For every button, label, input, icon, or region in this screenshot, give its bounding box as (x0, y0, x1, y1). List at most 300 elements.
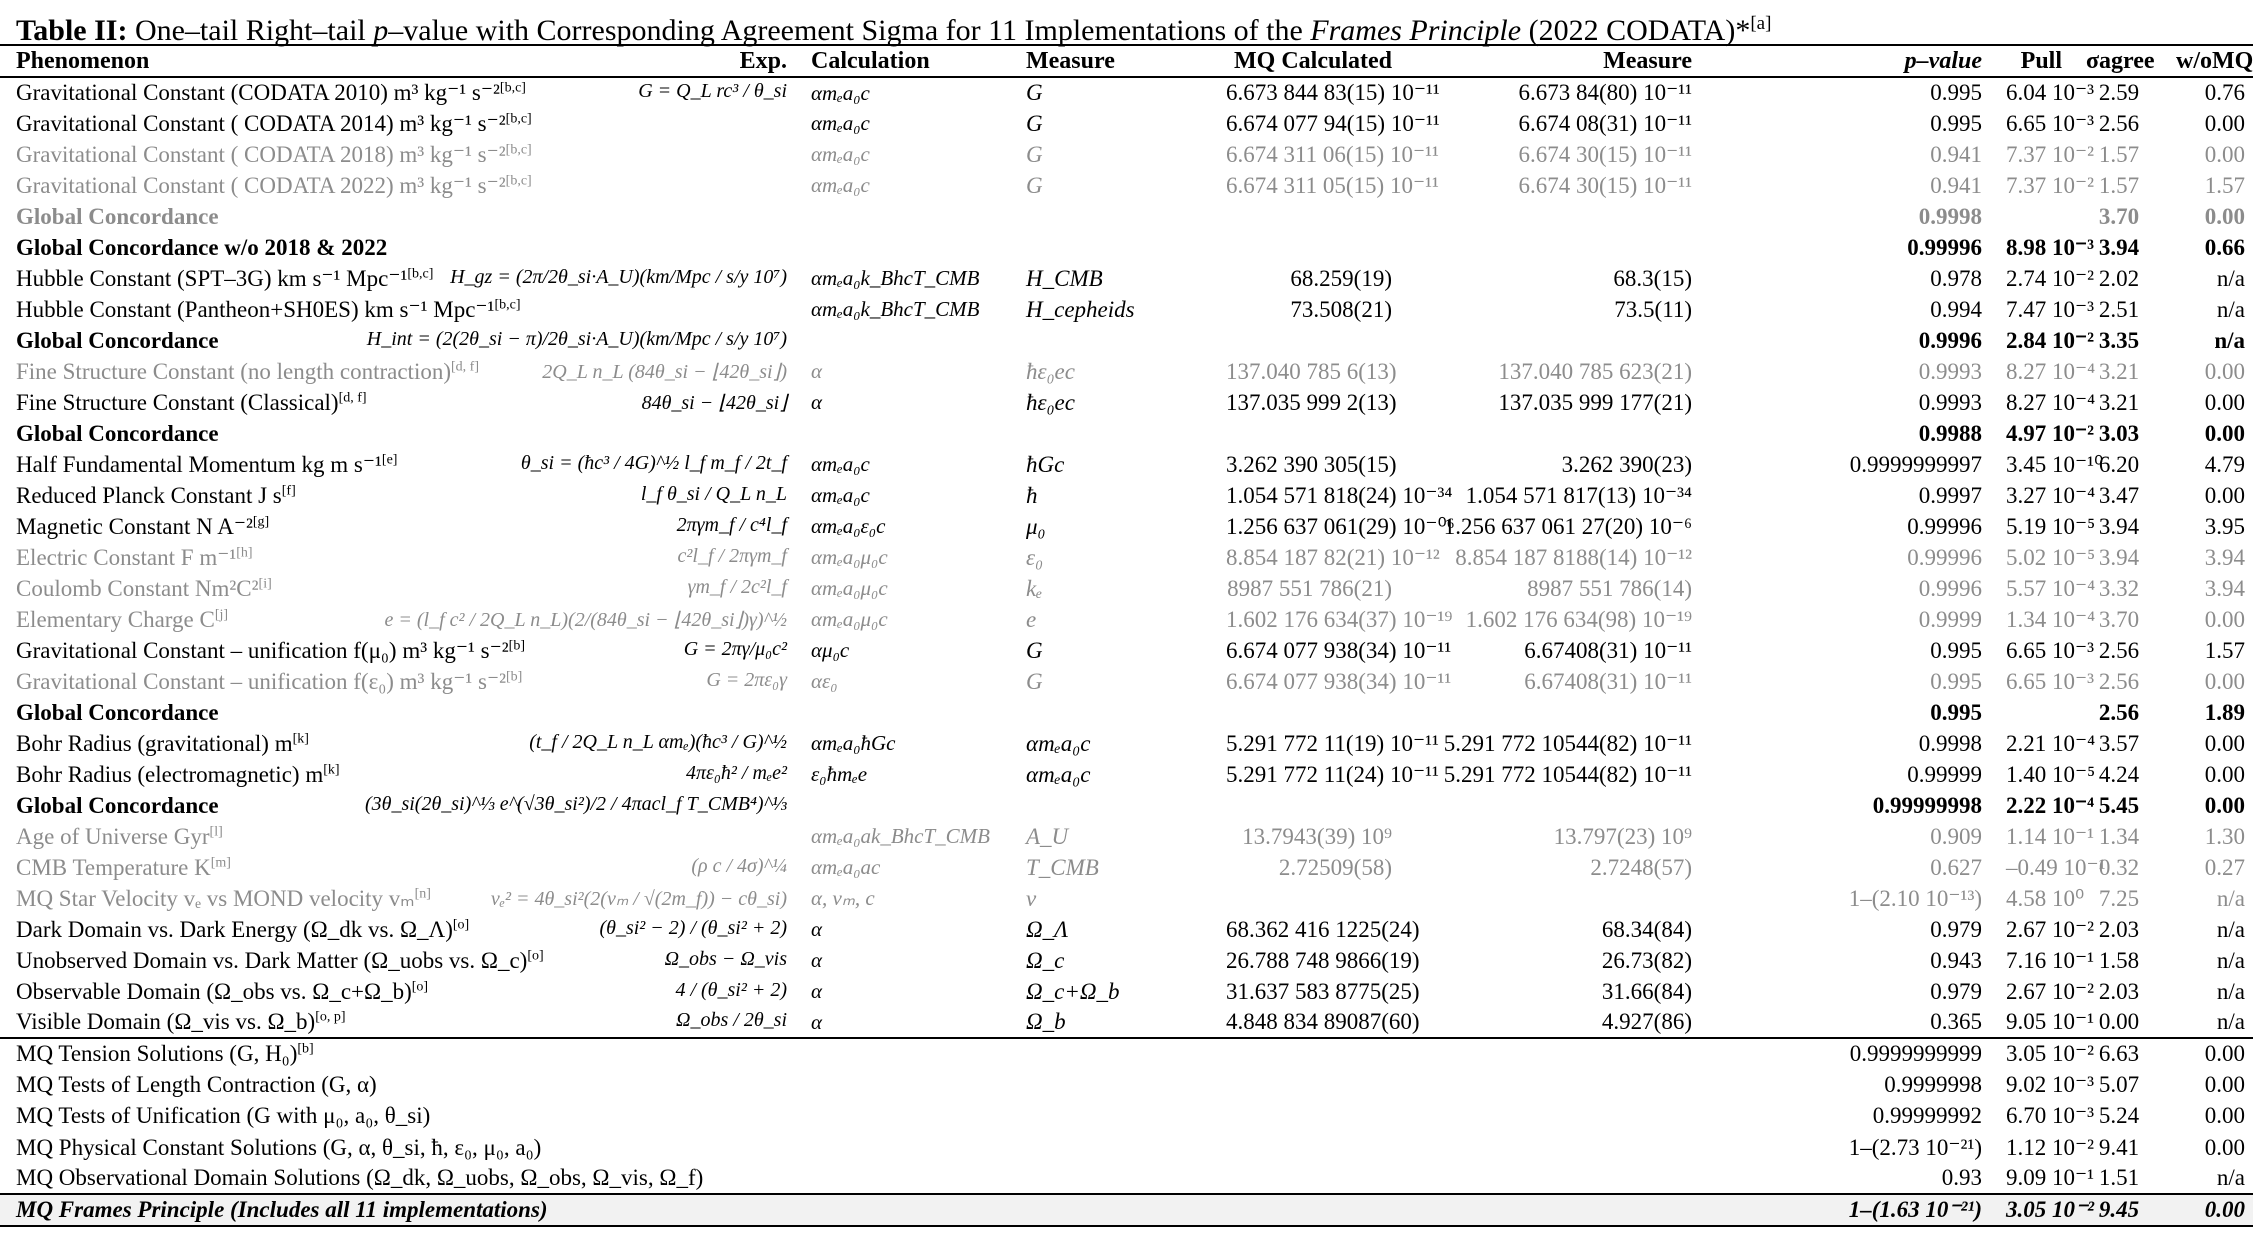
phenomenon-cell (0, 294, 795, 325)
mq-calculated-cell: 73.508(21) (1290, 296, 1392, 322)
reference-note: [k] (323, 761, 340, 777)
measured-value-cell (1400, 418, 1700, 449)
measured-value-cell (1400, 325, 1700, 356)
phenomenon-cell (0, 573, 795, 604)
table-row (0, 976, 2253, 1007)
summary-label: MQ Tension Solutions (G, H₀) (16, 1041, 298, 1067)
summary-label: MQ Frames Principle (Includes all 11 implementations) (16, 1197, 548, 1223)
caption-title-italic: Frames Principle (1310, 14, 1522, 47)
womq-cell: 0.00 (2204, 203, 2245, 229)
summary-label: MQ Physical Constant Solutions (G, α, θ_si, ħ, ε₀, μ₀, a₀) (16, 1134, 542, 1160)
phenomenon-cell (0, 325, 795, 356)
expression: 4πε₀ħ² / mₑe² (686, 761, 787, 784)
phenomenon-label: Bohr Radius (gravitational) m (16, 730, 293, 756)
pull-cell: 3.45 10⁻¹⁰ (2006, 451, 2104, 477)
measured-value-cell: 1.054 571 817(13) 10⁻³⁴ (1465, 482, 1692, 508)
measure-symbol-cell (1010, 325, 1210, 356)
sigma-cell: 1.34 (2098, 823, 2140, 849)
measured-value-cell: 4.927(86) (1601, 1009, 1692, 1034)
summary-pvalue-cell: 0.9999999999 (1849, 1041, 1982, 1067)
phenomenon-cell (0, 945, 795, 976)
expression: G = 2πγ/μ₀c² (683, 637, 787, 660)
phenomenon-label: Global Concordance (16, 327, 219, 353)
measure-symbol-cell (1010, 232, 1210, 263)
table-row (0, 914, 2253, 945)
expression: (3θ_si(2θ_si)^⅓ e^(√3θ_si²)/2 / 4πacl_f T_CMB⁴)^⅓ (364, 792, 787, 815)
sigma-cell: 3.94 (2098, 544, 2140, 570)
phenomenon-cell (0, 883, 795, 914)
mq-calculated-cell (1210, 883, 1400, 914)
mq-calculated-cell: 6.674 311 05(15) 10⁻¹¹ (1226, 172, 1439, 198)
pull-cell: 4.97 10⁻² (2006, 420, 2095, 446)
phenomenon-label: Gravitational Constant ( CODATA 2018) m³ kg⁻¹ s⁻² (16, 141, 506, 167)
reference-note: [o] (411, 978, 429, 994)
calculation-cell: α (811, 917, 823, 941)
mq-calculated-cell: 137.035 999 2(13) (1226, 389, 1397, 415)
womq-cell: 0.00 (2204, 606, 2245, 632)
table-row (0, 418, 2253, 449)
calculation-cell: αmₑa₀ε₀c (811, 514, 886, 538)
table-row (0, 604, 2253, 635)
summary-womq-cell: 0.00 (2204, 1071, 2245, 1097)
measured-value-cell (1400, 790, 1700, 821)
pvalue-cell: 0.943 (1930, 947, 1982, 973)
pull-cell: –0.49 10⁻¹ (2006, 854, 2106, 880)
measured-value-cell: 2.7248(57) (1590, 854, 1692, 880)
pull-cell: 7.37 10⁻² (2006, 172, 2095, 198)
womq-cell: 1.30 (2204, 823, 2245, 849)
summary-sigma-cell: 1.51 (2098, 1165, 2140, 1191)
calculation-cell: αε₀ (811, 669, 838, 693)
table-row (0, 1007, 2253, 1038)
phenomenon-label: MQ Star Velocity vₑ vs MOND velocity vₘ (16, 885, 415, 911)
phenomenon-label: Age of Universe Gyr (16, 823, 210, 849)
reference-note: [l] (209, 823, 223, 839)
sigma-cell: 0.32 (2098, 854, 2140, 880)
calculation-cell (795, 201, 1010, 232)
phenomenon-label: Reduced Planck Constant J s (16, 482, 282, 508)
table-row (0, 821, 2253, 852)
measure-symbol-cell (1010, 418, 1210, 449)
table-row (0, 728, 2253, 759)
header-mq-calculated: MQ Calculated (1234, 47, 1392, 74)
pull-cell: 6.04 10⁻³ (2006, 80, 2095, 105)
expression: 2Q_L n_L (84θ_si − ⌊42θ_si⌋) (542, 360, 787, 383)
calculation-cell: α (811, 1009, 823, 1034)
phenomenon-label: Observable Domain (Ω_obs vs. Ω_c+Ω_b) (16, 978, 412, 1004)
pull-cell: 4.58 10⁰ (2006, 885, 2085, 911)
mq-calculated-cell: 5.291 772 11(19) 10⁻¹¹ (1226, 730, 1439, 756)
measured-value-cell: 6.67408(31) 10⁻¹¹ (1524, 637, 1692, 663)
table-row (0, 480, 2253, 511)
expression: vₑ² = 4θ_si²(2(vₘ / √(2m_f)) − cθ_si) (490, 887, 787, 910)
calculation-cell: α, vₘ, c (811, 886, 875, 910)
measure-symbol-cell (1010, 201, 1210, 232)
table-row (0, 294, 2253, 325)
summary-sigma-cell: 9.45 (2098, 1197, 2140, 1223)
reference-note: [d, f] (451, 358, 479, 374)
expression: G = Q_L rc³ / θ_si (638, 80, 787, 102)
expression: (ρ c / 4σ)^¼ (691, 854, 787, 877)
sigma-cell: 2.56 (2098, 110, 2140, 136)
sigma-cell: 7.25 (2098, 885, 2140, 911)
pvalue-cell: 0.9993 (1918, 358, 1982, 384)
womq-cell: n/a (2216, 916, 2245, 942)
phenomenon-label: Hubble Constant (Pantheon+SH0ES) km s⁻¹ Mpc⁻¹ (16, 296, 495, 322)
womq-cell: 0.00 (2204, 389, 2245, 415)
caption-text-2: –value with Corresponding Agreement Sigma for 11 Implementations of the (388, 14, 1311, 47)
mq-calculated-cell (1210, 418, 1400, 449)
pull-cell: 5.19 10⁻⁵ (2006, 513, 2096, 539)
calculation-cell: αmₑa₀c (811, 111, 870, 135)
header-exp: Exp. (739, 47, 787, 74)
pvalue-cell: 0.9996 (1918, 575, 1982, 601)
mq-calculated-cell (1210, 232, 1400, 263)
measure-symbol-cell: ħε₀ec (1026, 389, 1075, 415)
phenomenon-cell (0, 356, 795, 387)
mq-calculated-cell: 13.7943(39) 10⁹ (1242, 823, 1392, 849)
pull-cell: 3.27 10⁻⁴ (2006, 482, 2096, 508)
womq-cell: n/a (2216, 947, 2245, 973)
pvalue-cell: 0.9999999997 (1849, 451, 1982, 477)
header-pull: Pull (2020, 47, 2062, 74)
table-row (0, 666, 2253, 697)
phenomenon-cell (0, 759, 795, 790)
sigma-cell: 2.03 (2098, 916, 2140, 942)
pvalue-cell: 0.99999998 (1872, 792, 1982, 818)
womq-cell: n/a (2216, 265, 2245, 291)
calculation-cell (795, 697, 1010, 728)
reference-note: [b,c] (505, 141, 532, 157)
phenomenon-cell (0, 821, 795, 852)
summary-label-cell (0, 1163, 1700, 1194)
calculation-cell: αmₑa₀μ₀c (811, 576, 888, 600)
sigma-cell: 2.51 (2098, 296, 2140, 322)
phenomenon-label: Half Fundamental Momentum kg m s⁻¹ (16, 451, 382, 477)
summary-sigma-cell: 6.63 (2098, 1041, 2140, 1067)
pull-cell (1990, 201, 2070, 232)
pvalue-cell: 0.9988 (1918, 420, 1982, 446)
caption-p: p (373, 14, 389, 47)
table-row (0, 356, 2253, 387)
measure-symbol-cell: T_CMB (1026, 854, 1099, 880)
summary-label-cell (0, 1069, 1700, 1100)
table-row (0, 201, 2253, 232)
phenomenon-cell (0, 728, 795, 759)
measured-value-cell: 8987 551 786(14) (1527, 575, 1692, 601)
summary-pull-cell: 9.09 10⁻¹ (2006, 1165, 2095, 1191)
measured-value-cell: 137.040 785 623(21) (1498, 358, 1692, 384)
mq-calculated-cell: 3.262 390 305(15) (1226, 451, 1397, 477)
reference-note: [b] (297, 1041, 314, 1057)
sigma-cell: 1.58 (2098, 947, 2140, 973)
summary-body (0, 1038, 2253, 1226)
phenomenon-label: Gravitational Constant (CODATA 2010) m³ kg⁻¹ s⁻² (16, 80, 500, 105)
sigma-cell: 2.02 (2098, 265, 2140, 291)
pvalue-cell: 0.995 (1930, 110, 1982, 136)
table-row (0, 511, 2253, 542)
phenomenon-label: CMB Temperature K (16, 854, 211, 880)
calculation-cell: αmₑa₀ħGc (811, 731, 896, 755)
measure-symbol-cell: αmₑa₀c (1026, 730, 1091, 756)
womq-cell: n/a (2216, 978, 2245, 1004)
expression: e = (l_f c² / 2Q_L n_L)(2/(84θ_si − ⌊42θ_si⌋)γ)^½ (384, 608, 787, 631)
pvalue-cell: 0.627 (1930, 854, 1982, 880)
expression: θ_si = (ħc³ / 4G)^½ l_f m_f / 2t_f (520, 451, 787, 474)
measure-symbol-cell: H_CMB (1026, 265, 1103, 291)
summary-label: MQ Observational Domain Solutions (Ω_dk, Ω_uobs, Ω_obs, Ω_vis, Ω_f) (16, 1165, 704, 1191)
sigma-cell: 3.70 (2098, 606, 2140, 632)
pvalue-cell: 0.9993 (1918, 389, 1982, 415)
mq-calculated-cell: 6.673 844 83(15) 10⁻¹¹ (1226, 80, 1440, 105)
reference-note: [n] (414, 885, 431, 901)
phenomenon-label: Hubble Constant (SPT–3G) km s⁻¹ Mpc⁻¹ (16, 265, 408, 291)
pull-cell: 1.14 10⁻¹ (2006, 823, 2095, 849)
pvalue-cell: 0.9999 (1918, 606, 1982, 632)
phenomenon-cell (0, 697, 795, 728)
header-calculation: Calculation (811, 47, 930, 74)
summary-label-cell (0, 1038, 1700, 1069)
summary-sigma-cell: 9.41 (2098, 1134, 2140, 1160)
pull-cell: 8.27 10⁻⁴ (2006, 358, 2096, 384)
pull-cell: 9.05 10⁻¹ (2006, 1009, 2095, 1034)
measured-value-cell: 6.67408(31) 10⁻¹¹ (1524, 668, 1692, 694)
table-row (0, 697, 2253, 728)
mq-calculated-cell: 26.788 748 9866(19) (1226, 947, 1420, 973)
phenomenon-label: Electric Constant F m⁻¹ (16, 544, 237, 570)
mq-calculated-cell: 6.674 077 938(34) 10⁻¹¹ (1226, 637, 1452, 663)
phenomenon-cell (0, 232, 795, 263)
pull-cell: 6.65 10⁻³ (2006, 668, 2095, 694)
pvalue-cell: 0.941 (1930, 172, 1982, 198)
womq-cell: 0.00 (2204, 141, 2245, 167)
table-row (0, 449, 2253, 480)
womq-cell: 0.00 (2204, 792, 2245, 818)
measure-symbol-cell: A_U (1026, 823, 1069, 849)
table-body (0, 77, 2253, 1038)
measure-symbol-cell: μ₀ (1026, 513, 1046, 539)
phenomenon-cell (0, 914, 795, 945)
summary-row (0, 1101, 2253, 1132)
measure-symbol-cell: kₑ (1026, 575, 1043, 601)
measure-symbol-cell: G (1026, 141, 1043, 167)
measured-value-cell: 26.73(82) (1601, 947, 1692, 973)
phenomenon-label: Gravitational Constant ( CODATA 2014) m³ kg⁻¹ s⁻² (16, 110, 506, 136)
phenomenon-label: Unobserved Domain vs. Dark Matter (Ω_uobs vs. Ω_c) (16, 947, 528, 973)
reference-note: [k] (292, 730, 309, 746)
table-row (0, 883, 2253, 914)
reference-note: [h] (236, 544, 253, 560)
measure-symbol-cell: Ω_b (1026, 1009, 1066, 1034)
pvalue-cell: 0.995 (1930, 668, 1982, 694)
pull-cell: 2.22 10⁻⁴ (2006, 792, 2095, 818)
pull-cell: 2.67 10⁻² (2006, 978, 2095, 1004)
measure-symbol-cell: G (1026, 80, 1043, 105)
phenomenon-cell (0, 480, 795, 511)
pvalue-cell: 0.979 (1930, 978, 1982, 1004)
pvalue-cell: 0.99999 (1907, 761, 1982, 787)
table-row (0, 635, 2253, 666)
measure-symbol-cell: G (1026, 172, 1043, 198)
pull-cell: 2.21 10⁻⁴ (2006, 730, 2096, 756)
measured-value-cell: 3.262 390(23) (1561, 451, 1692, 477)
header-pvalue: p–value (1904, 47, 1982, 74)
reference-note: [g] (252, 513, 270, 529)
table-row (0, 232, 2253, 263)
summary-label-cell (0, 1194, 1700, 1225)
phenomenon-cell (0, 418, 795, 449)
phenomenon-cell (0, 139, 795, 170)
sigma-cell: 3.21 (2098, 389, 2140, 415)
reference-note: [i] (258, 575, 272, 591)
pvalue-cell: 0.995 (1930, 637, 1982, 663)
womq-cell: n/a (2216, 1009, 2245, 1034)
expression: H_gz = (2π/2θ_si·A_U)(km/Mpc / s/y 10⁷) (450, 265, 787, 288)
measured-value-cell: 1.602 176 634(98) 10⁻¹⁹ (1465, 606, 1692, 632)
pvalue-cell: 0.941 (1930, 141, 1982, 167)
sigma-cell: 0.00 (2098, 1009, 2140, 1034)
phenomenon-cell (0, 1007, 795, 1038)
summary-womq-cell: 0.00 (2204, 1134, 2245, 1160)
calculation-cell: αmₑa₀c (811, 452, 870, 476)
womq-cell: 0.00 (2204, 482, 2245, 508)
phenomenon-label: Bohr Radius (electromagnetic) m (16, 761, 324, 787)
measured-value-cell: 6.674 08(31) 10⁻¹¹ (1518, 110, 1692, 136)
pull-cell: 1.40 10⁻⁵ (2006, 761, 2096, 787)
pvalue-cell: 1–(2.10 10⁻¹³) (1848, 885, 1982, 911)
summary-pvalue-cell: 0.9999998 (1884, 1071, 1982, 1097)
expression: (θ_si² − 2) / (θ_si² + 2) (599, 916, 787, 939)
calculation-cell: αmₑa₀k_BhcT_CMB (811, 266, 980, 290)
measure-symbol-cell: Ω_c (1026, 947, 1065, 973)
measured-value-cell: 31.66(84) (1601, 978, 1692, 1004)
expression: 4 / (θ_si² + 2) (675, 978, 787, 1001)
pull-cell: 7.16 10⁻¹ (2006, 947, 2095, 973)
measure-symbol-cell: G (1026, 668, 1043, 694)
reference-note: [b,c] (499, 80, 526, 96)
sigma-cell: 3.32 (2098, 575, 2140, 601)
measure-symbol-cell: Ω_c+Ω_b (1026, 978, 1120, 1004)
pull-cell: 6.65 10⁻³ (2006, 110, 2095, 136)
pull-cell: 8.98 10⁻³ (2006, 234, 2095, 260)
header-womq: w/oMQ (2176, 47, 2253, 74)
calculation-cell: αmₑa₀μ₀c (811, 545, 888, 569)
womq-cell: 0.66 (2204, 234, 2245, 260)
summary-pull-cell: 3.05 10⁻² (2006, 1041, 2095, 1067)
calculation-cell (795, 418, 1010, 449)
measured-value-cell: 13.797(23) 10⁹ (1553, 823, 1692, 849)
sigma-cell: 3.21 (2098, 358, 2140, 384)
calculation-cell: α (811, 979, 823, 1003)
calculation-cell: αmₑa₀c (811, 80, 870, 105)
mq-calculated-cell: 1.602 176 634(37) 10⁻¹⁹ (1226, 606, 1453, 632)
sigma-cell: 2.03 (2098, 978, 2140, 1004)
summary-womq-cell: 0.00 (2204, 1197, 2245, 1223)
expression: 2πγm_f / c⁴l_f (676, 513, 787, 536)
sigma-cell: 1.57 (2098, 141, 2140, 167)
header-measure: Measure (1026, 47, 1115, 74)
measured-value-cell (1400, 697, 1700, 728)
womq-cell: 3.94 (2204, 544, 2245, 570)
sigma-cell: 1.57 (2098, 172, 2140, 198)
header-row (0, 45, 2253, 77)
summary-sigma-cell: 5.24 (2098, 1103, 2140, 1129)
reference-note: [m] (210, 854, 231, 870)
mq-calculated-cell: 137.040 785 6(13) (1226, 358, 1397, 384)
measured-value-cell: 6.673 84(80) 10⁻¹¹ (1518, 80, 1692, 105)
measure-symbol-cell: H_cepheids (1026, 296, 1135, 322)
mq-calculated-cell: 6.674 077 94(15) 10⁻¹¹ (1226, 110, 1440, 136)
table-row (0, 387, 2253, 418)
measured-value-cell: 137.035 999 177(21) (1498, 389, 1692, 415)
phenomenon-cell (0, 852, 795, 883)
expression: 84θ_si − ⌊42θ_si⌋ (641, 391, 787, 414)
womq-cell: 0.00 (2204, 761, 2245, 787)
table-row (0, 108, 2253, 139)
measured-value-cell: 73.5(11) (1614, 296, 1692, 322)
table-row (0, 945, 2253, 976)
expression: Ω_obs / 2θ_si (676, 1009, 787, 1031)
measure-symbol-cell: v (1026, 885, 1037, 911)
measure-symbol-cell: αmₑa₀c (1026, 761, 1091, 787)
womq-cell: 3.94 (2204, 575, 2245, 601)
expression: γm_f / 2c²l_f (687, 575, 787, 598)
pvalue-cell: 0.909 (1930, 823, 1982, 849)
summary-sigma-cell: 5.07 (2098, 1071, 2140, 1097)
expression: G = 2πε₀γ (706, 668, 787, 691)
expression: c²l_f / 2πγm_f (677, 544, 787, 567)
mq-calculated-cell: 1.256 637 061(29) 10⁻⁰⁶ (1226, 513, 1455, 539)
sigma-cell: 2.59 (2098, 80, 2140, 105)
reference-note: [b,c] (505, 110, 532, 126)
results-table (0, 44, 2253, 1227)
womq-cell: n/a (2216, 885, 2245, 911)
pvalue-cell: 0.99996 (1907, 544, 1982, 570)
pvalue-cell: 0.9997 (1918, 482, 1982, 508)
measure-symbol-cell: ħGc (1026, 451, 1065, 477)
mq-calculated-cell: 8.854 187 82(21) 10⁻¹² (1226, 544, 1440, 570)
phenomenon-label: Gravitational Constant – unification f(ε₀) m³ kg⁻¹ s⁻² (16, 668, 506, 694)
table-row (0, 573, 2253, 604)
sigma-cell: 2.56 (2098, 699, 2140, 725)
womq-cell: 0.00 (2204, 420, 2245, 446)
pull-cell: 2.84 10⁻² (2006, 327, 2095, 353)
table-row (0, 759, 2253, 790)
mq-calculated-cell: 2.72509(58) (1278, 854, 1392, 880)
pull-cell: 1.34 10⁻⁴ (2006, 606, 2096, 632)
caption-label: Table II: (16, 14, 128, 47)
calculation-cell: αmₑa₀k_BhcT_CMB (811, 297, 980, 321)
summary-row (0, 1069, 2253, 1100)
mq-calculated-cell: 68.362 416 1225(24) (1226, 916, 1420, 942)
table-row (0, 852, 2253, 883)
sigma-cell: 3.70 (2098, 203, 2140, 229)
mq-calculated-cell (1210, 201, 1400, 232)
measure-symbol-cell: ħε₀ec (1026, 358, 1075, 384)
summary-pull-cell: 3.05 10⁻² (2006, 1197, 2095, 1223)
mq-calculated-cell (1210, 325, 1400, 356)
summary-pull-cell: 1.12 10⁻² (2006, 1134, 2095, 1160)
phenomenon-label: Visible Domain (Ω_vis vs. Ω_b) (16, 1009, 316, 1034)
summary-womq-cell: 0.00 (2204, 1103, 2245, 1129)
sigma-cell: 4.24 (2098, 761, 2140, 787)
womq-cell: n/a (2214, 327, 2245, 353)
summary-row (0, 1163, 2253, 1194)
measure-symbol-cell (1010, 697, 1210, 728)
phenomenon-cell (0, 511, 795, 542)
phenomenon-cell (0, 542, 795, 573)
mq-calculated-cell: 1.054 571 818(24) 10⁻³⁴ (1226, 482, 1453, 508)
